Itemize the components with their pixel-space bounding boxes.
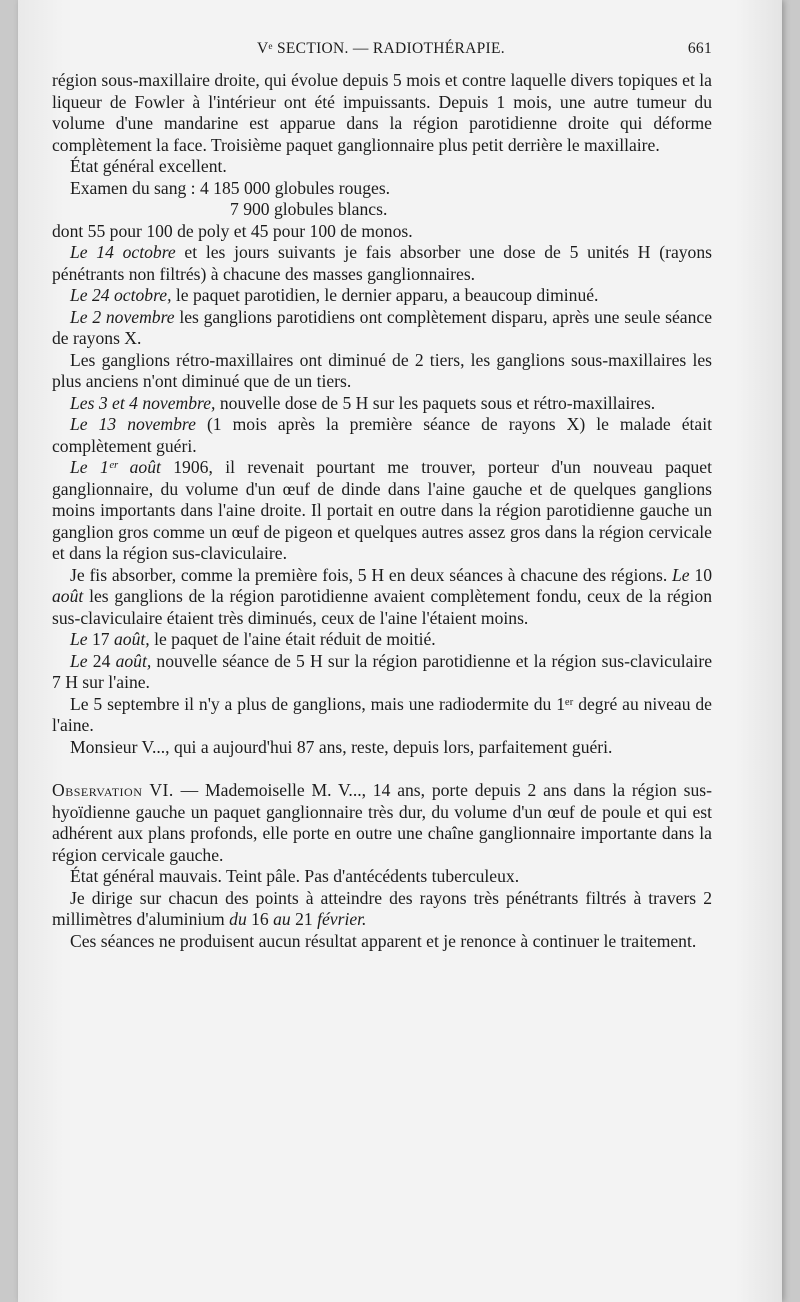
text-run: février. bbox=[317, 909, 367, 929]
text-run: du bbox=[229, 909, 247, 929]
text-run: Monsieur V..., qui a aujourd'hui 87 ans, reste, depuis lors, parfaitement guéri. bbox=[70, 736, 613, 757]
text-run: État général excellent. bbox=[70, 156, 227, 176]
text-run: 17 bbox=[87, 629, 114, 649]
text-run: nouvelle séance de 5 H sur la région parotidienne et la région sus-claviculaire 7 H sur l'aine. bbox=[52, 650, 713, 692]
text-run: le paquet de l'aine était réduit de moitié. bbox=[149, 629, 436, 649]
text-run: Je dirige sur chacun des points à atteindre des rayons très pénétrants filtrés à travers 2 millimètres d'aluminium bbox=[52, 887, 712, 929]
text-run: Le bbox=[70, 650, 88, 671]
text-run: État général mauvais. Teint pâle. Pas d'antécédents tuberculeux. bbox=[70, 866, 520, 886]
text-run: (1 mois après la première séance de rayons X) le malade était complètement guéri. bbox=[52, 414, 713, 456]
paragraph bbox=[52, 565, 712, 630]
text-run: 21 bbox=[290, 909, 318, 929]
text-run: août bbox=[52, 586, 84, 606]
text-run: Le 14 octobre bbox=[70, 242, 176, 262]
document-page bbox=[18, 0, 782, 1302]
text-run: Observation VI. bbox=[52, 780, 174, 800]
text-run: nouvelle dose de 5 H sur les paquets sous et rétro-maxillaires. bbox=[215, 392, 656, 413]
paragraph bbox=[52, 199, 712, 221]
paragraph bbox=[52, 221, 712, 243]
running-header bbox=[50, 40, 712, 62]
paragraph bbox=[52, 156, 712, 178]
body-text bbox=[52, 70, 712, 952]
text-run: au bbox=[273, 909, 291, 929]
text-run: Le 5 septembre il n'y a plus de ganglions, mais une radiodermite du 1ᵉʳ degré au niveau de l'aine. bbox=[52, 693, 712, 735]
text-run: Le 13 novembre bbox=[70, 414, 196, 434]
paragraph bbox=[52, 70, 712, 156]
text-run: Le bbox=[672, 564, 690, 585]
text-run: 24 bbox=[87, 650, 116, 671]
paragraph bbox=[52, 457, 712, 565]
text-run: les ganglions parotidiens ont complètement disparu, après une seule séance de rayons X. bbox=[52, 306, 712, 348]
text-run: Le 1ᵉʳ août bbox=[70, 457, 161, 477]
paragraph bbox=[52, 629, 712, 651]
text-run: 16 bbox=[246, 909, 274, 929]
paragraph bbox=[52, 694, 712, 737]
text-run: et les jours suivants je fais absorber une dose de 5 unités H (rayons pénétrants non filtrés) à chacune des masses ganglionnaires. bbox=[52, 242, 712, 284]
text-run: 10 bbox=[689, 564, 712, 585]
text-run: Le 24 octobre, bbox=[70, 285, 172, 305]
text-run: dont 55 pour 100 de poly et 45 pour 100 de monos. bbox=[52, 220, 413, 241]
section-title: Vᵉ SECTION. — RADIOTHÉRAPIE. bbox=[257, 40, 505, 57]
text-run: août, bbox=[115, 650, 152, 671]
paragraph bbox=[52, 888, 712, 931]
text-run: Le 2 novembre bbox=[70, 306, 175, 327]
text-run: août, bbox=[113, 629, 150, 649]
paragraph bbox=[52, 393, 712, 415]
text-run: les ganglions de la région parotidienne avaient complètement fondu, ceux de la région sus-claviculaire étaient très diminués, ceux de l'aine l'étaient moins. bbox=[52, 586, 712, 628]
paragraph bbox=[52, 350, 712, 393]
text-run: Examen du sang : 4 185 000 globules rouges. bbox=[70, 177, 391, 198]
text-run: Les 3 et 4 novembre, bbox=[70, 392, 216, 413]
paragraph bbox=[52, 737, 712, 759]
paragraph bbox=[52, 285, 712, 307]
paragraph bbox=[52, 866, 712, 888]
text-run: 1906, il revenait pourtant me trouver, porteur d'un nouveau paquet ganglionnaire, du volume d'un œuf de dinde dans l'aine gauche et de quelques ganglions moins importants dans l'aine droite. Il portait en outre dans la région parotidienne gauche un ganglion gros comme un œuf de pigeon et quelques autres assez gros dans la région cervicale et dans la région sus-claviculaire. bbox=[52, 457, 712, 563]
paragraph bbox=[52, 307, 712, 350]
text-run: Ces séances ne produisent aucun résultat apparent et je renonce à continuer le traitement. bbox=[70, 930, 697, 951]
text-run: — Mademoiselle M. V..., 14 ans, porte depuis 2 ans dans la région sus-hyoïdienne gauche un paquet ganglionnaire très dur, du volume d'un œuf de poule et qui est adhérent aux plans profonds, elle porte en outre une chaîne ganglionnaire importante dans la région cervicale gauche. bbox=[52, 780, 712, 865]
paragraph bbox=[52, 651, 712, 694]
paragraph bbox=[52, 780, 712, 866]
text-run: Je fis absorber, comme la première fois, 5 H en deux séances à chacune des régions. bbox=[70, 564, 673, 585]
page-number: 661 bbox=[687, 40, 712, 57]
text-run: 7 900 globules blancs. bbox=[230, 199, 388, 219]
paragraph bbox=[52, 414, 712, 457]
paragraph bbox=[52, 931, 712, 953]
text-run: Le bbox=[70, 629, 88, 649]
paragraph bbox=[52, 242, 712, 285]
text-run: région sous-maxillaire droite, qui évolue depuis 5 mois et contre laquelle divers topiques et la liqueur de Fowler à l'intérieur ont été impuissants. Depuis 1 mois, une autre tumeur du volume d'une mandarine est apparue dans la région parotidienne droite qui déforme complètement la face. Troisième paquet ganglionnaire plus petit derrière le maxillaire. bbox=[52, 70, 712, 155]
paragraph bbox=[52, 178, 712, 200]
text-run: Les ganglions rétro-maxillaires ont diminué de 2 tiers, les ganglions sous-maxillaires les plus anciens n'ont diminué que de un tiers. bbox=[52, 349, 712, 391]
text-run: le paquet parotidien, le dernier apparu, a beaucoup diminué. bbox=[171, 285, 599, 305]
